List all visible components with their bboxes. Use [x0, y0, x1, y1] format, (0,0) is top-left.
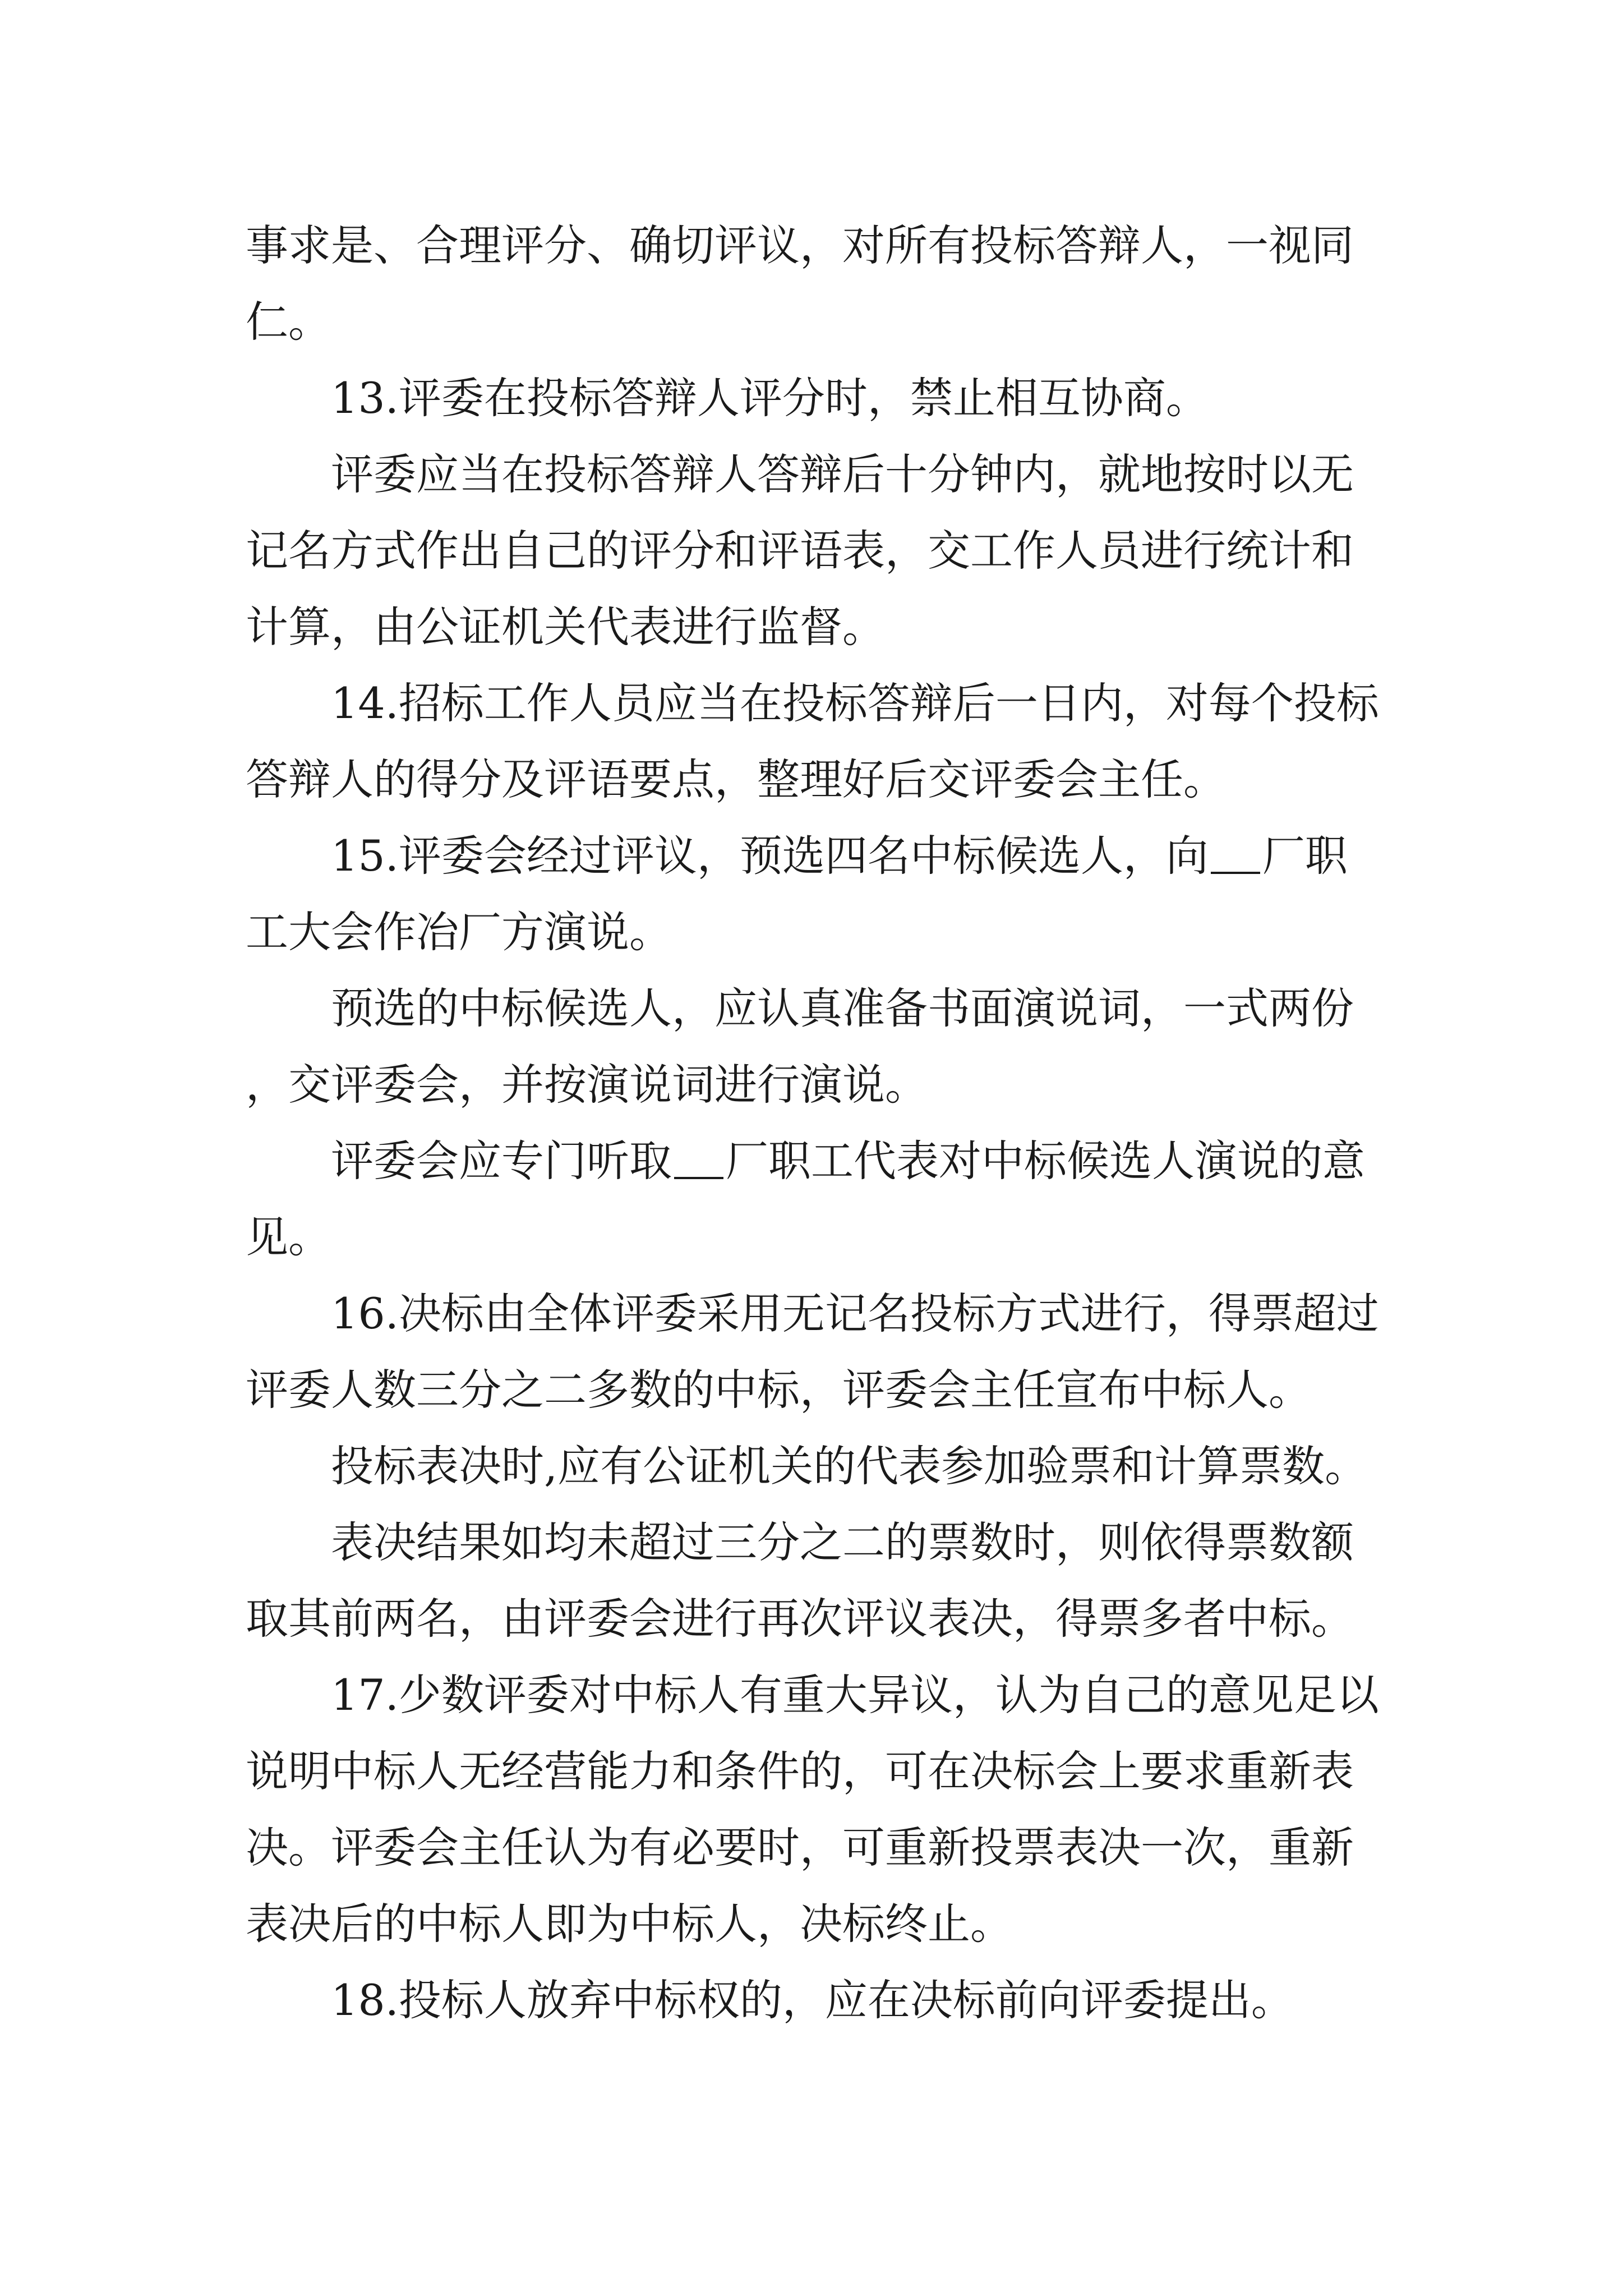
paragraph-vote-verification — [246, 1428, 1390, 1504]
paragraph-text: 评委会应专门听取 — [331, 1136, 672, 1186]
paragraph-text: 投标表决时,应有公证机关的代表参加验票和计算票数。 — [331, 1441, 1368, 1491]
paragraph-speech-preparation — [246, 970, 1390, 1123]
paragraph-item-18 — [246, 1962, 1390, 2039]
paragraph-text: 15.评委会经过评议，预选四名中标候选人，向 — [331, 831, 1209, 881]
paragraph-text: 18.投标人放弃中标权的，应在决标前向评委提出。 — [331, 1975, 1294, 2025]
paragraph-text: 16.决标由全体评委采用无记名投标方式进行，得票超过评委人数三分之二多数的中标，评委会主任宣布中标人。 — [246, 1289, 1379, 1415]
paragraph-item-14 — [246, 665, 1390, 818]
paragraph-text: 评委应当在投标答辩人答辩后十分钟内，就地按时以无记名方式作出自己的评分和评语表，交工作人员进行统计和计算，由公证机关代表进行监督。 — [246, 449, 1354, 652]
paragraph-item-13 — [246, 360, 1390, 436]
paragraph-continuation — [246, 208, 1390, 360]
document-body — [246, 208, 1390, 2039]
paragraph-worker-opinions — [246, 1123, 1390, 1276]
paragraph-text: 预选的中标候选人，应认真准备书面演说词，一式两份，交评委会，并按演说词进行演说。 — [246, 983, 1354, 1110]
paragraph-text: 事求是、合理评分、确切评议，对所有投标答辩人，一视同仁。 — [246, 220, 1354, 347]
paragraph-revote-rule — [246, 1504, 1390, 1657]
paragraph-text: 厂职工代表对中标候选人演说的意见。 — [246, 1136, 1365, 1262]
paragraph-text: 14.招标工作人员应当在投标答辩后一日内，对每个投标答辩人的得分及评语要点，整理好后交评委会主任。 — [246, 678, 1379, 804]
paragraph-text: 厂职工大会作冶厂方演说。 — [246, 831, 1348, 957]
fill-in-blank — [674, 1134, 723, 1179]
paragraph-text: 表决结果如均未超过三分之二的票数时，则依得票数额取其前两名，由评委会进行再次评议表决，得票多者中标。 — [246, 1517, 1354, 1644]
paragraph-item-15 — [246, 818, 1390, 970]
paragraph-scoring-procedure — [246, 436, 1390, 665]
paragraph-item-16 — [246, 1276, 1390, 1428]
paragraph-item-17 — [246, 1657, 1390, 1962]
paragraph-text: 13.评委在投标答辩人评分时，禁止相互协商。 — [331, 373, 1209, 423]
paragraph-text: 17.少数评委对中标人有重大异议，认为自己的意见足以说明中标人无经营能力和条件的，可在决标会上要求重新表决。评委会主任认为有必要时，可重新投票表决一次，重新表决后的中标人即为中标人，决标终止。 — [246, 1670, 1379, 1949]
fill-in-blank — [1211, 829, 1260, 874]
